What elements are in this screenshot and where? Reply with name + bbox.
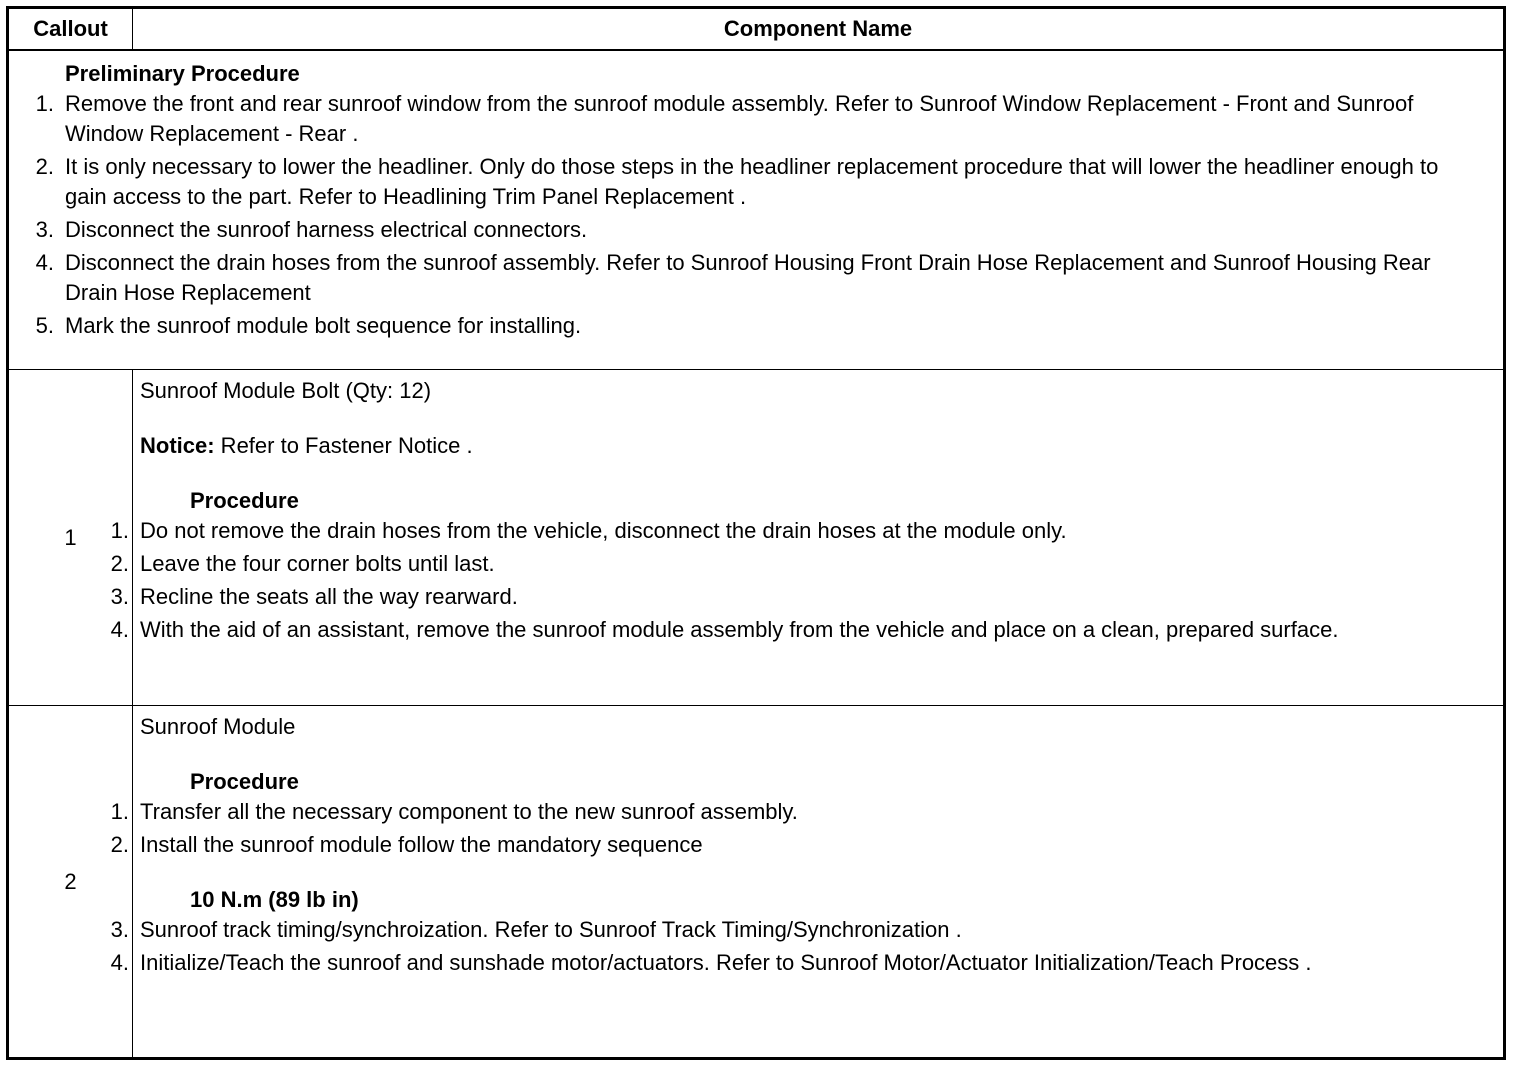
list-item (28, 311, 1463, 341)
callout-number: 2 (9, 706, 133, 1057)
step-text: Disconnect the drain hoses from the sunroof assembly. Refer to Sunroof Housing Front Drain Hose Replacement and Sunroof Housing Rear Drain Hose Replacement (65, 250, 1431, 305)
preliminary-steps (28, 89, 1463, 341)
step-text: Mark the sunroof module bolt sequence for installing. (65, 313, 582, 338)
step-number: 4. (110, 617, 129, 642)
step-text: Install the sunroof module follow the mandatory sequence (140, 832, 703, 857)
table-row (9, 370, 1503, 706)
step-number: 4. (35, 250, 54, 275)
procedure-title: Procedure (190, 488, 299, 513)
step-number: 2. (35, 154, 54, 179)
step-text: Recline the seats all the way rearward. (140, 584, 518, 609)
step-number: 1. (110, 518, 129, 543)
procedure-steps (110, 516, 1479, 645)
step-number: 3. (110, 917, 129, 942)
list-item (110, 915, 1479, 945)
component-cell (110, 370, 1503, 705)
step-text: Remove the front and rear sunroof window from the sunroof module assembly. Refer to Sunroof Window Replacement - Front and Sunroof Window Replacement - Rear . (65, 91, 1414, 146)
table-row (9, 706, 1503, 1057)
notice-text: Refer to Fastener Notice . (214, 433, 473, 458)
torque-spec: 10 N.m (89 lb in) (190, 887, 359, 912)
step-text: Do not remove the drain hoses from the vehicle, disconnect the drain hoses at the module only. (140, 518, 1067, 543)
list-item (28, 89, 1463, 149)
component-cell (110, 706, 1503, 1057)
list-item (110, 582, 1479, 612)
procedure-steps (110, 797, 1479, 860)
component-name: Sunroof Module Bolt (Qty: 12) (140, 378, 432, 403)
preliminary-title: Preliminary Procedure (65, 61, 300, 86)
callout-number: 1 (9, 370, 133, 705)
step-number: 3. (110, 584, 129, 609)
preliminary-procedure-row (9, 51, 1503, 370)
procedure-title: Procedure (190, 769, 299, 794)
step-number: 1. (35, 91, 54, 116)
list-item (110, 615, 1479, 645)
header-callout: Callout (9, 9, 133, 49)
list-item (28, 248, 1463, 308)
table-header-row (9, 9, 1503, 51)
step-number: 2. (110, 551, 129, 576)
step-text: Sunroof track timing/synchroization. Refer to Sunroof Track Timing/Synchronization . (140, 917, 962, 942)
step-number: 1. (110, 799, 129, 824)
header-component-name: Component Name (723, 16, 913, 41)
notice-label: Notice: (140, 433, 215, 458)
component-table (6, 6, 1506, 1060)
procedure-steps (110, 915, 1479, 978)
list-item (110, 948, 1479, 978)
step-number: 2. (110, 832, 129, 857)
list-item (28, 215, 1463, 245)
notice (140, 431, 1479, 461)
component-name: Sunroof Module (140, 714, 296, 739)
step-text: Disconnect the sunroof harness electrical connectors. (65, 217, 588, 242)
list-item (28, 152, 1463, 212)
step-text: With the aid of an assistant, remove the sunroof module assembly from the vehicle and place on a clean, prepared surface. (140, 617, 1339, 642)
step-text: Transfer all the necessary component to the new sunroof assembly. (140, 799, 798, 824)
step-number: 3. (35, 217, 54, 242)
step-text: It is only necessary to lower the headliner. Only do those steps in the headliner replacement procedure that will lower the headliner enough to gain access to the part. Refer to Headlining Trim Panel Replacement . (65, 154, 1439, 209)
step-number: 5. (35, 313, 54, 338)
list-item (110, 797, 1479, 827)
step-number: 4. (110, 950, 129, 975)
list-item (110, 830, 1479, 860)
step-text: Leave the four corner bolts until last. (140, 551, 495, 576)
step-text: Initialize/Teach the sunroof and sunshade motor/actuators. Refer to Sunroof Motor/Actuator Initialization/Teach Process . (140, 950, 1312, 975)
list-item (110, 516, 1479, 546)
list-item (110, 549, 1479, 579)
